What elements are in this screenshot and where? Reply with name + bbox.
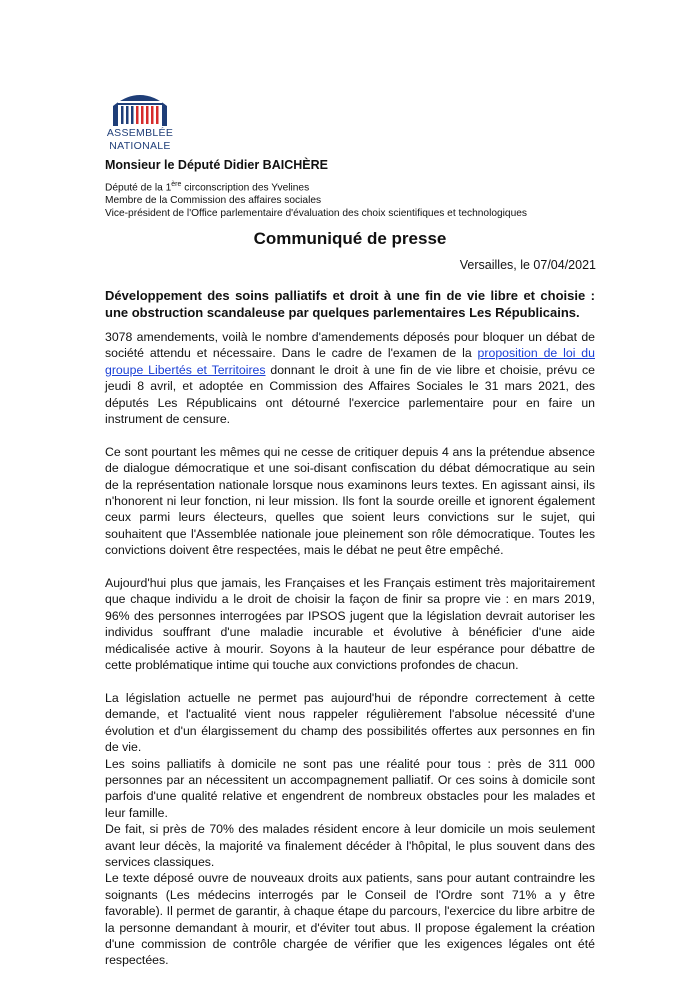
hemicycle-icon [109,86,171,126]
dateline: Versailles, le 07/04/2021 [459,258,596,272]
body-text [105,329,595,969]
paragraph-1-start: 3078 amendements, voilà le nombre d'amendements déposés pour bloquer un débat de société attendu et nécessaire. Dans le cadre de l'examen de la [105,330,595,361]
logo-line-2: NATIONALE [109,140,171,152]
deputy-name: Monsieur le Député Didier BAICHÈRE [105,158,328,172]
paragraph-4: La législation actuelle ne permet pas aujourd'hui de répondre correctement à cette demande, et l'actualité vient nous rappeler régulièrement l'absolue nécessité d'une évolution et d'un élargissement du champ des possibilités offertes aux personnes en fin de vie. [105,690,595,755]
circonscription-prefix: Député de la 1 [105,182,172,194]
deputy-commission: Membre de la Commission des affaires sociales [105,195,322,207]
assemblee-nationale-logo [105,86,175,152]
bill-link[interactable]: proposition de loi du groupe Libertés et Territoires [105,346,595,377]
deputy-office: Vice-président de l'Office parlementaire d'évaluation des choix scientifiques et technologiques [105,208,528,220]
paragraph-1-end: donnant le droit à une fin de vie libre et choisie, prévu ce jeudi 8 avril, et adoptée en Commission des Affaires Sociales le 31 mars 2021, des députés Les Républicains ont détourné l'exercice parlementaire pour en faire un instrument de censure. [105,362,595,427]
page-title: Communiqué de presse [253,229,447,248]
deputy-info [105,158,605,220]
paragraph-5: Les soins palliatifs à domicile ne sont pas une réalité pour tous : près de 311 000 personnes par an nécessitent un accompagnement palliatif. Or ces soins à domicile sont parfois d'une qualité relative et engendrent de nombreux obstacles pour les malades et leur famille. [105,756,595,820]
headline: Développement des soins palliatifs et droit à une fin de vie libre et choisie : une obstruction scandaleuse par quelques parlementaires Les Républicains. [105,288,595,320]
paragraph-7: Le texte déposé ouvre de nouveaux droits aux patients, sans pour autant contraindre les soignants (Les médecins interrogés par le Conseil de l'Ordre sont 71% a y être favorable). Il permet de garantir, à chaque étape du parcours, l'exercice du libre arbitre de la personne demandant à mourir, et d'éviter tout abus. Il propose également la création d'une commission de contrôle chargée de vérifier que les exigences légales ont été respectées. [105,871,595,968]
circonscription-ordinal: ère [171,181,182,188]
paragraph-3: Aujourd'hui plus que jamais, les Françaises et les Français estiment très majoritairement que chaque individu a le droit de choisir la façon de finir sa propre vie : en mars 2019, 96% des personnes interrogées par IPSOS jugent que la législation devrait autoriser les individus souffrant d'une maladie incurable et évolutive à bénéficier d'une aide médicalisée active à mourir. Soyons à la hauteur de leur espérance pour débattre de cette problématique intime qui touche aux convictions profondes de chacun. [105,576,595,673]
logo-line-1: ASSEMBLÉE [106,127,174,139]
deputy-circonscription [105,178,605,194]
paragraph-2: Ce sont pourtant les mêmes qui ne cesse de critiquer depuis 4 ans la prétendue absence de dialogue démocratique et une soi-disant confiscation du débat démocratique au sein de la représentation nationale lorsque nous examinons leurs textes. En agissant ainsi, ils n'honorent ni leur fonction, ni leur mission. Ils font la sourde oreille et ignorent également ceux parmi leurs électeurs, quelles que soient leurs convictions sur le sujet, qui souhaitent que l'Assemblée nationale joue pleinement son rôle démocratique. Toutes les convictions doivent être respectées, mais le débat ne peut être empêché. [105,444,595,558]
circonscription-suffix: circonscription des Yvelines [181,182,310,194]
paragraph-6: De fait, si près de 70% des malades résident encore à leur domicile un mois seulement avant leur décès, la majorité va finalement décéder à l'hôpital, le plus souvent dans des services classiques. [105,822,595,869]
paragraph-1 [105,329,595,427]
